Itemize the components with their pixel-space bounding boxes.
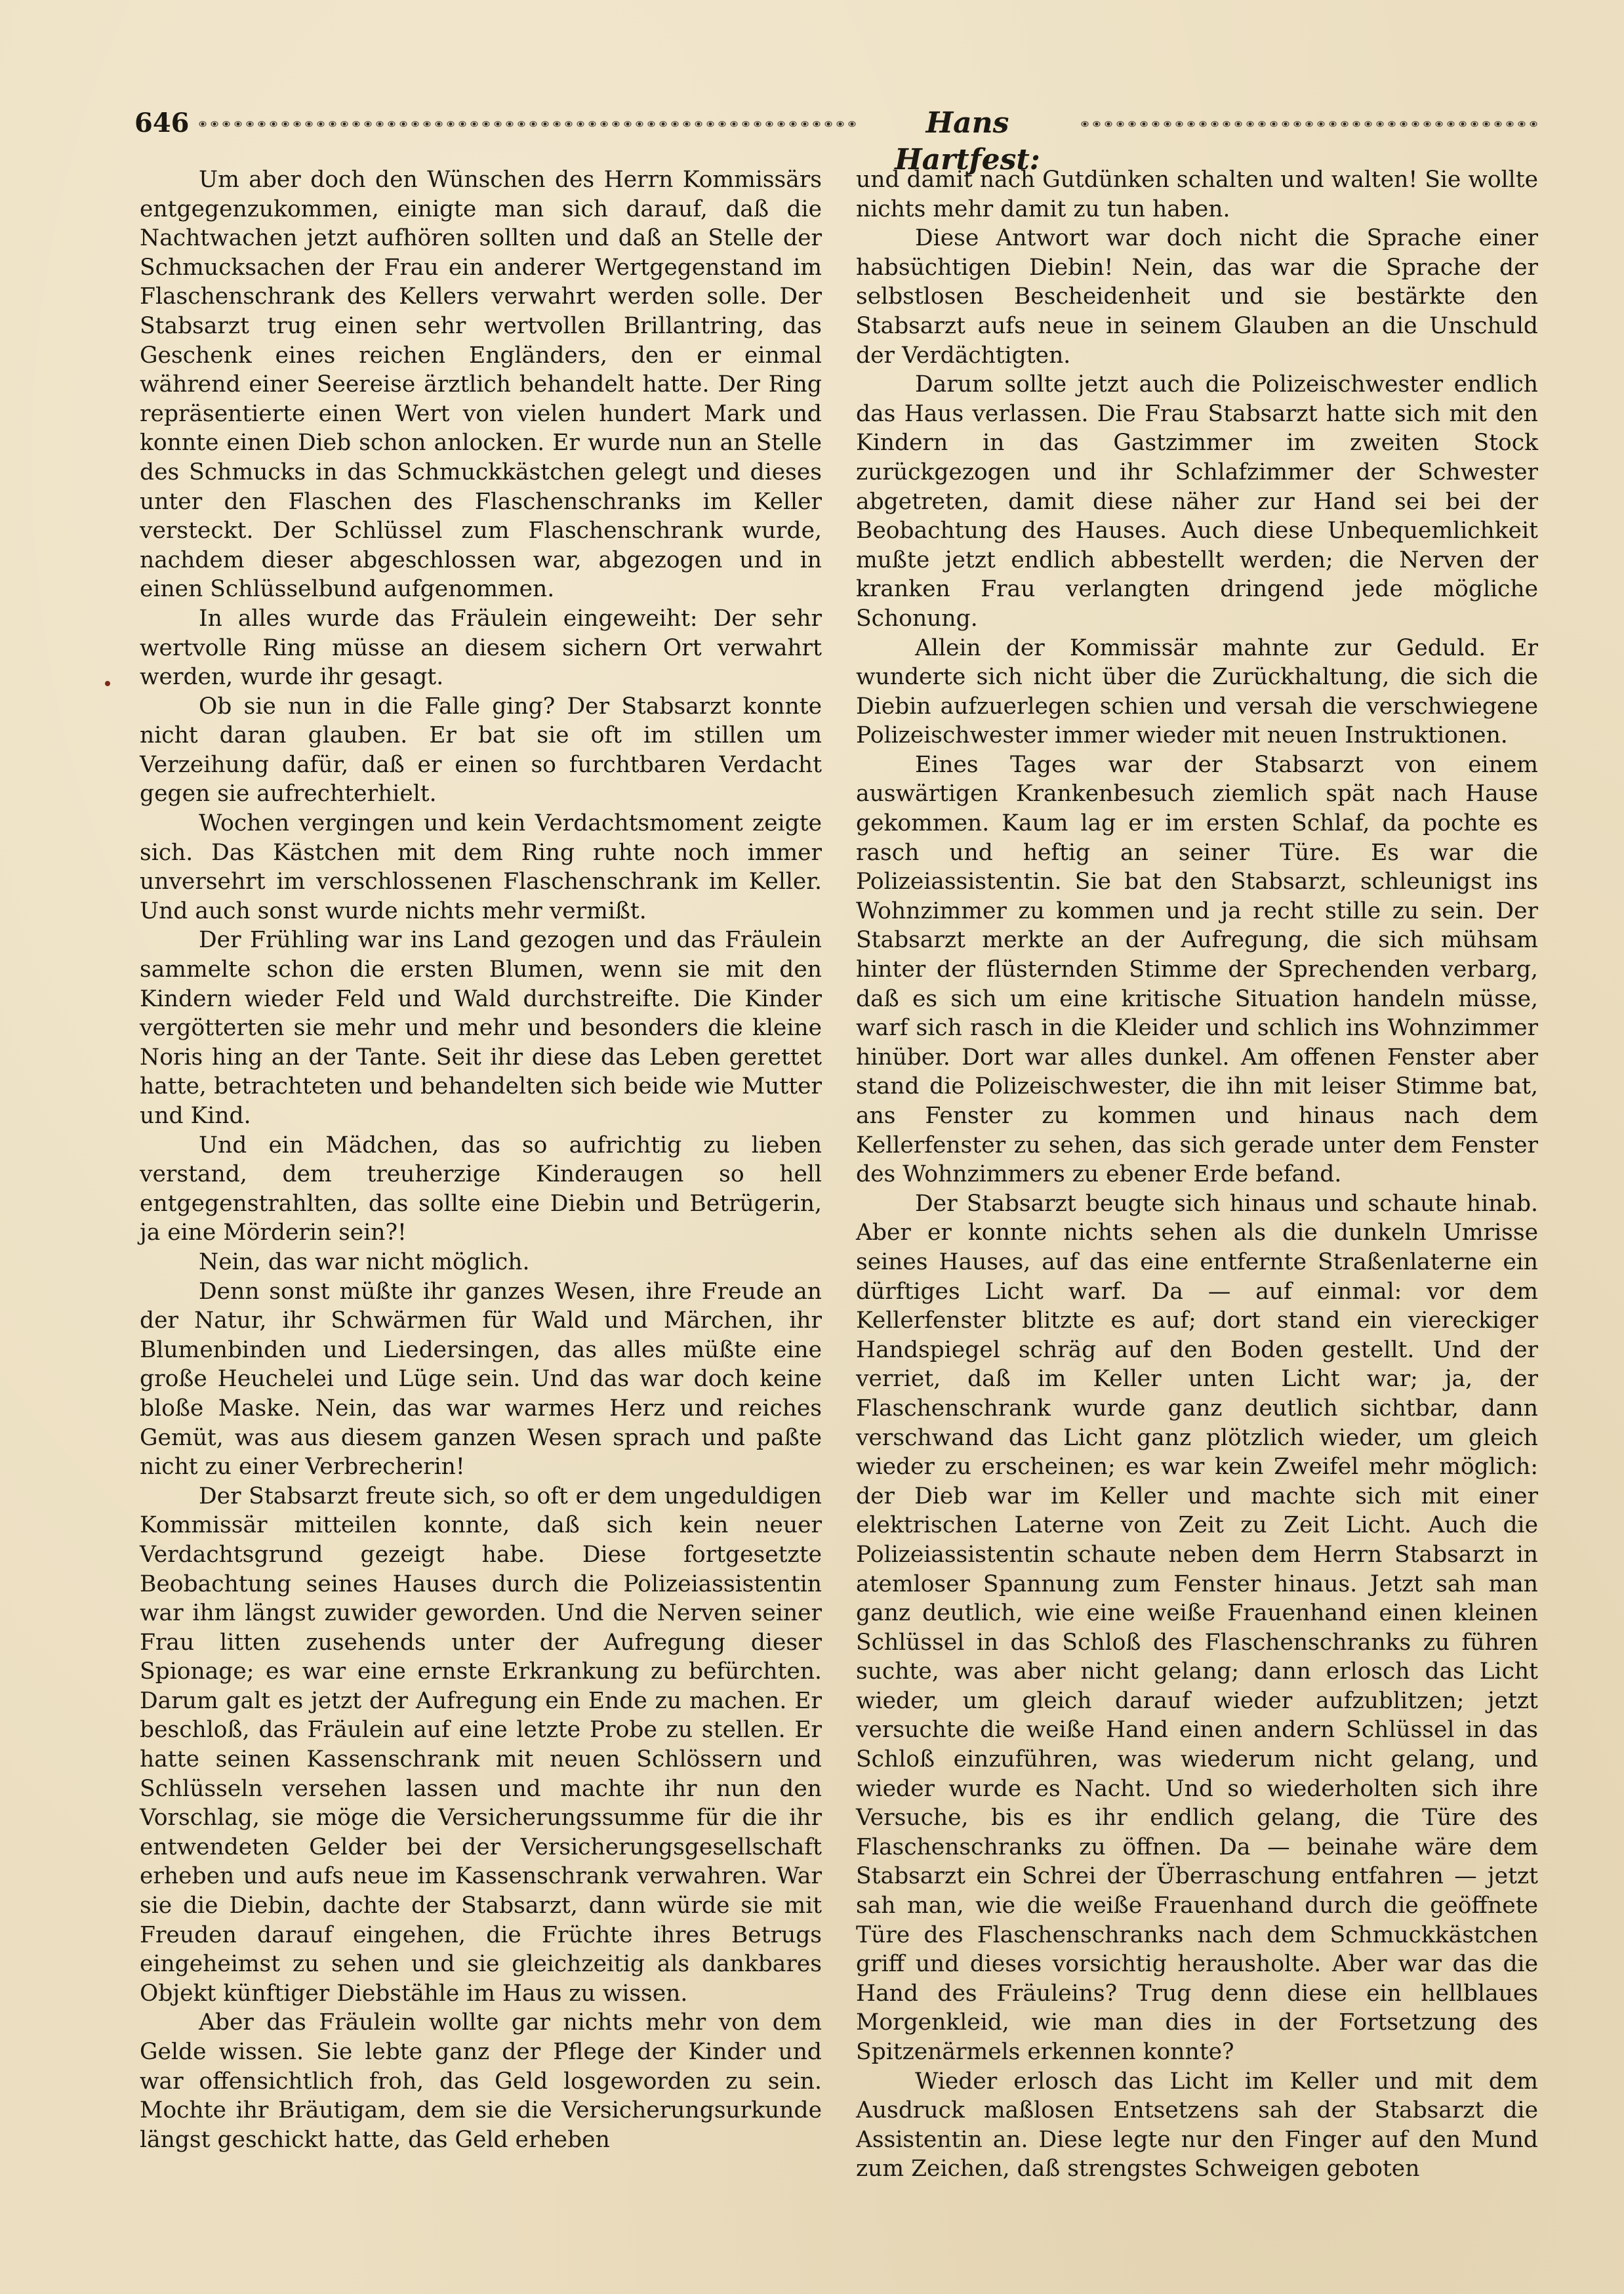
paragraph: Darum sollte jetzt auch die Polizeischwester endlich das Haus verlassen. Die Frau Stabsarzt hatte sich mit den Kindern in das Gastzimmer im zweiten Stock zurückgezogen und ihr Schlafzimmer der Schwester abgetreten, damit diese näher zur Hand sei bei der Beobachtung des Hauses. Auch diese Unbequemlichkeit mußte jetzt endlich abbestellt werden; die Nerven der kranken Frau verlangten dringend jede mögliche Schonung. [856, 371, 1538, 632]
paragraph: Allein der Kommissär mahnte zur Geduld. Er wunderte sich nicht über die Zurückhaltung, die sich die Diebin aufzuerlegen schien und versah die verschwiegene Polizeischwester immer wieder mit neuen Instruktionen. [856, 634, 1538, 749]
paragraph: Der Stabsarzt beugte sich hinaus und schaute hinab. Aber er konnte nichts sehen als die dunkeln Umrisse seines Hauses, auf das eine entfernte Straßenlaterne ein dürftiges Licht warf. Da — auf einmal: vor dem Kellerfenster blitzte es auf; dort stand ein viereckiger Handspiegel schräg auf den Boden gestellt. Und der verriet, daß im Keller unten Licht war; ja, der Flaschenschrank wurde ganz deutlich sichtbar, dann verschwand das Licht ganz plötzlich wieder, um gleich wieder zu erscheinen; es war kein Zweifel mehr möglich: der Dieb war im Keller und machte sich mit einer elektrischen Laterne von Zeit zu Zeit Licht. Auch die Polizeiassistentin schaute neben dem Herrn Stabsarzt in atemloser Spannung zum Fenster hinaus. Jetzt sah man ganz deutlich, wie eine weiße Frauenhand einen kleinen Schlüssel in das Schloß des Flaschenschranks zu führen suchte, was aber nicht gelang; dann erlosch das Licht wieder, um gleich darauf wieder aufzublitzen; jetzt versuchte die weiße Hand einen andern Schlüssel in das Schloß einzuführen, was wiederum nicht gelang, und wieder wurde es Nacht. Und so wiederholten sich ihre Versuche, bis es ihr endlich gelang, die Türe des Flaschenschranks zu öffnen. Da — beinahe wäre dem Stabsarzt ein Schrei der Überraschung entfahren — jetzt sah man, wie die weiße Frauenhand durch die geöffnete Türe des Flaschenschranks nach dem Schmuckkästchen griff und dieses vorsichtig herausholte. Aber war das die Hand des Fräuleins? Trug denn diese ein hellblaues Morgenkleid, wie man dies in der Fortsetzung des Spitzenärmels erkennen konnte? [856, 1190, 1538, 2065]
page-header [134, 105, 1538, 176]
paragraph: Diese Antwort war doch nicht die Sprache einer habsüchtigen Diebin! Nein, das war die Sprache der selbstlosen Bescheidenheit und sie bestärkte den Stabsarzt aufs neue in seinem Glauben an die Unschuld der Verdächtigten. [856, 225, 1538, 369]
paragraph: In alles wurde das Fräulein eingeweiht: Der sehr wertvolle Ring müsse an diesem sichern Ort verwahrt werden, wurde ihr gesagt. [140, 605, 822, 691]
paragraph: und damit nach Gutdünken schalten und walten! Sie wollte nichts mehr damit zu tun haben. [856, 167, 1538, 222]
ornament-rule-left [197, 119, 859, 129]
page-number: 646 [134, 108, 190, 138]
left-column [140, 165, 822, 2154]
margin-mark [105, 681, 110, 686]
paragraph: Wieder erlosch das Licht im Keller und mit dem Ausdruck maßlosen Entsetzens sah der Stabsarzt die Assistentin an. Diese legte nur den Finger auf den Mund zum Zeichen, daß strengstes Schweigen geboten [856, 2068, 1538, 2182]
paragraph: Denn sonst müßte ihr ganzes Wesen, ihre Freude an der Natur, ihr Schwärmen für Wald und Märchen, ihr Blumenbinden und Liedersingen, das alles müßte eine große Heuchelei und Lüge sein. Und das war doch keine bloße Maske. Nein, das war warmes Herz und reiches Gemüt, was aus diesem ganzen Wesen sprach und paßte nicht zu einer Verbrecherin! [140, 1278, 822, 1481]
paragraph: Und ein Mädchen, das so aufrichtig zu lieben verstand, dem treuherzige Kinderaugen so hell entgegenstrahlten, das sollte eine Diebin und Betrügerin, ja eine Mörderin sein?! [140, 1132, 822, 1246]
paragraph: Wochen vergingen und kein Verdachtsmoment zeigte sich. Das Kästchen mit dem Ring ruhte noch immer unversehrt im verschlossenen Flaschenschrank im Keller. Und auch sonst wurde nichts mehr vermißt. [140, 810, 822, 924]
paragraph: Aber das Fräulein wollte gar nichts mehr von dem Gelde wissen. Sie lebte ganz der Pflege der Kinder und war offensichtlich froh, das Geld losgeworden zu sein. Mochte ihr Bräutigam, dem sie die Versicherungsurkunde längst geschickt hatte, das Geld erheben [140, 2009, 822, 2153]
paragraph: Der Stabsarzt freute sich, so oft er dem ungeduldigen Kommissär mitteilen konnte, daß sich kein neuer Verdachtsgrund gezeigt habe. Diese fortgesetzte Beobachtung seines Hauses durch die Polizeiassistentin war ihm längst zuwider geworden. Und die Nerven seiner Frau litten zusehends unter der Aufregung dieser Spionage; es war eine ernste Erkrankung zu befürchten. Darum galt es jetzt der Aufregung ein Ende zu machen. Er beschloß, das Fräulein auf eine letzte Probe zu stellen. Er hatte seinen Kassenschrank mit neuen Schlössern und Schlüsseln versehen lassen und machte ihr nun den Vorschlag, sie möge die Versicherungssumme für die ihr entwendeten Gelder bei der Versicherungsgesellschaft erheben und aufs neue im Kassenschrank verwahren. War sie die Diebin, dachte der Stabsarzt, dann würde sie mit Freuden darauf eingehen, die Früchte ihres Betrugs eingeheimst zu sehen und sie gleichzeitig als dankbares Objekt künftiger Diebstähle im Haus zu wissen. [140, 1483, 822, 2007]
paragraph: Nein, das war nicht möglich. [199, 1248, 530, 1275]
right-column [856, 165, 1538, 2184]
paragraph: Um aber doch den Wünschen des Herrn Kommissärs entgegenzukommen, einigte man sich darauf, daß die Nachtwachen jetzt aufhören sollten und daß an Stelle der Schmucksachen der Frau ein anderer Wertgegenstand im Flaschenschrank des Kellers verwahrt werden solle. Der Stabsarzt trug einen sehr wertvollen Brillantring, das Geschenk eines reichen Engländers, den er einmal während einer Seereise ärztlich behandelt hatte. Der Ring repräsentierte einen Wert von vielen hundert Mark und konnte einen Dieb schon anlocken. Er wurde nun an Stelle des Schmucks in das Schmuckkästchen gelegt und dieses unter den Flaschen des Flaschenschranks im Keller versteckt. Der Schlüssel zum Flaschenschrank wurde, nachdem dieser abgeschlossen war, abgezogen und in einen Schlüsselbund aufgenommen. [140, 167, 822, 603]
paragraph: Der Frühling war ins Land gezogen und das Fräulein sammelte schon die ersten Blumen, wenn sie mit den Kindern wieder Feld und Wald durchstreifte. Die Kinder vergötterten sie mehr und mehr und besonders die kleine Noris hing an der Tante. Seit ihr diese das Leben gerettet hatte, betrachteten und behandelten sich beide wie Mutter und Kind. [140, 927, 822, 1129]
paragraph: Eines Tages war der Stabsarzt von einem auswärtigen Krankenbesuch ziemlich spät nach Hause gekommen. Kaum lag er im ersten Schlaf, da pochte es rasch und heftig an seiner Türe. Es war die Polizeiassistentin. Sie bat den Stabsarzt, schleunigst ins Wohnzimmer zu kommen und ja recht stille zu sein. Der Stabsarzt merkte an der Aufregung, die sich mühsam hinter der flüsternden Stimme der Sprechenden verbarg, daß es sich um eine kritische Situation handeln müsse, warf sich rasch in die Kleider und schlich ins Wohnzimmer hinüber. Dort war alles dunkel. Am offenen Fenster aber stand die Polizeischwester, die ihn mit leiser Stimme bat, ans Fenster zu kommen und hinaus nach dem Kellerfenster zu sehen, das sich gerade unter dem Fenster des Wohnzimmers zu ebener Erde befand. [856, 751, 1538, 1188]
paragraph: Ob sie nun in die Falle ging? Der Stabsarzt konnte nicht daran glauben. Er bat sie oft im stillen um Verzeihung dafür, daß er einen so furchtbaren Verdacht gegen sie aufrechterhielt. [140, 693, 822, 808]
running-head: Hans Hartfest: [895, 106, 1040, 176]
ornament-rule-right [1079, 119, 1538, 129]
